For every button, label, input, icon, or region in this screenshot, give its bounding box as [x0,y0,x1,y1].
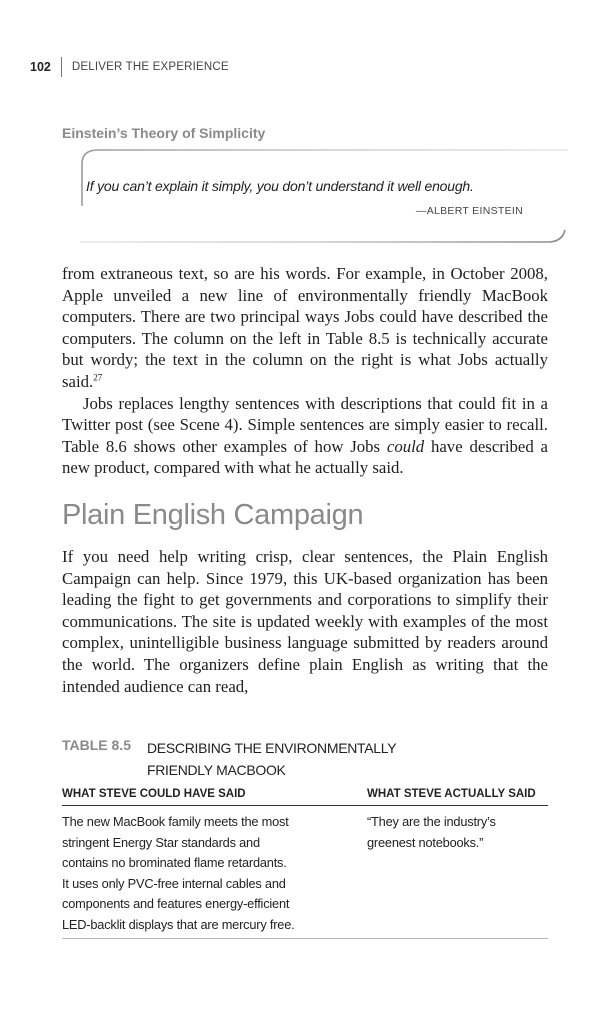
text-line: have [424,436,463,456]
emphasis: could [386,436,425,456]
text-line: submitted by readers around the world. The organizers define [62,633,549,674]
section-heading: Plain English Campaign [62,499,364,531]
table-header-row [62,788,548,806]
cell-line: greenest notebooks.” [367,834,484,850]
text-line: MacBook computers. There are two principal ways Jobs could [62,285,548,327]
column-header-could-have-said: WHAT STEVE COULD HAVE SAID [62,788,246,800]
quote-box [78,146,568,246]
caption-line: DESCRIBING THE ENVIRONMENTALLY [147,740,397,756]
text-line: 8.5 is technically accurate but wordy; the text in the column on [62,328,548,370]
cell-line: It uses only PVC-free internal cables and [62,875,286,891]
cell-line: “They are the industry’s [367,814,496,829]
cell-line: stringent Energy Star standards and [62,834,260,850]
table-caption-text [147,737,467,781]
text-line: been leading the fight to get governments and corporations to [62,568,548,610]
cell-line: components and features energy-efficient [62,896,290,911]
table-cell-actually-said [367,812,548,938]
text-line: described a new product, compared with what he actually said. [62,436,548,478]
quote-attribution: —ALBERT EINSTEIN [415,205,523,217]
text-line: Jobs replaces lengthy sentences with descriptions that could fit [83,393,517,413]
text-line: If you need help writing crisp, clear sentences, the Plain English [62,547,548,566]
text-line: from extraneous text, so are his words. For example, in October [62,264,505,283]
table-label: TABLE 8.5 [62,737,131,753]
body-text [62,263,548,479]
quote-text: If you can’t explain it simply, you don’t understand it well enough. [86,178,474,194]
text-line: 2008, Apple unveiled a new line of environmentally friendly [62,264,548,305]
cell-line: LED-backlit displays that are mercury free. [62,916,295,932]
text-line: to recall. Table 8.6 shows other examples of how Jobs [62,415,548,456]
text-line: Campaign can help. Since 1979, this UK-based organization has [62,568,511,588]
paragraph-1 [62,263,548,393]
section-body [62,546,548,697]
text-line: simplify their communications. The site is updated weekly with [62,590,548,631]
paragraph-3 [62,546,548,697]
text-line: plain English as writing that the intended audience can read, [62,654,548,696]
cell-line: contains no brominated flame retardants. [62,855,287,870]
table-row [62,806,548,939]
running-header [30,57,229,77]
column-header-actually-said: WHAT STEVE ACTUALLY SAID [367,788,536,800]
text-line: in a Twitter post (see Scene 4). Simple sentences are simply easier [62,393,549,435]
cell-line: The new MacBook family meets the most [62,814,289,829]
sidebar-title: Einstein’s Theory of Simplicity [62,125,266,141]
header-divider [61,57,62,77]
comparison-table [62,788,548,939]
page-number: 102 [30,60,51,74]
caption-line: FRIENDLY MACBOOK [147,762,286,778]
chapter-title: DELIVER THE EXPERIENCE [71,61,229,73]
text-line: have described the computers. The column on the left in Table [62,307,548,348]
text-line: the right is what Jobs actually said. [62,350,548,391]
quote-frame [78,146,568,246]
footnote-reference: 27 [93,372,103,383]
text-line: examples of the most complex, unintelligible business language [62,611,548,653]
table-cell-could-have-said [62,812,367,938]
paragraph-2 [62,393,548,479]
